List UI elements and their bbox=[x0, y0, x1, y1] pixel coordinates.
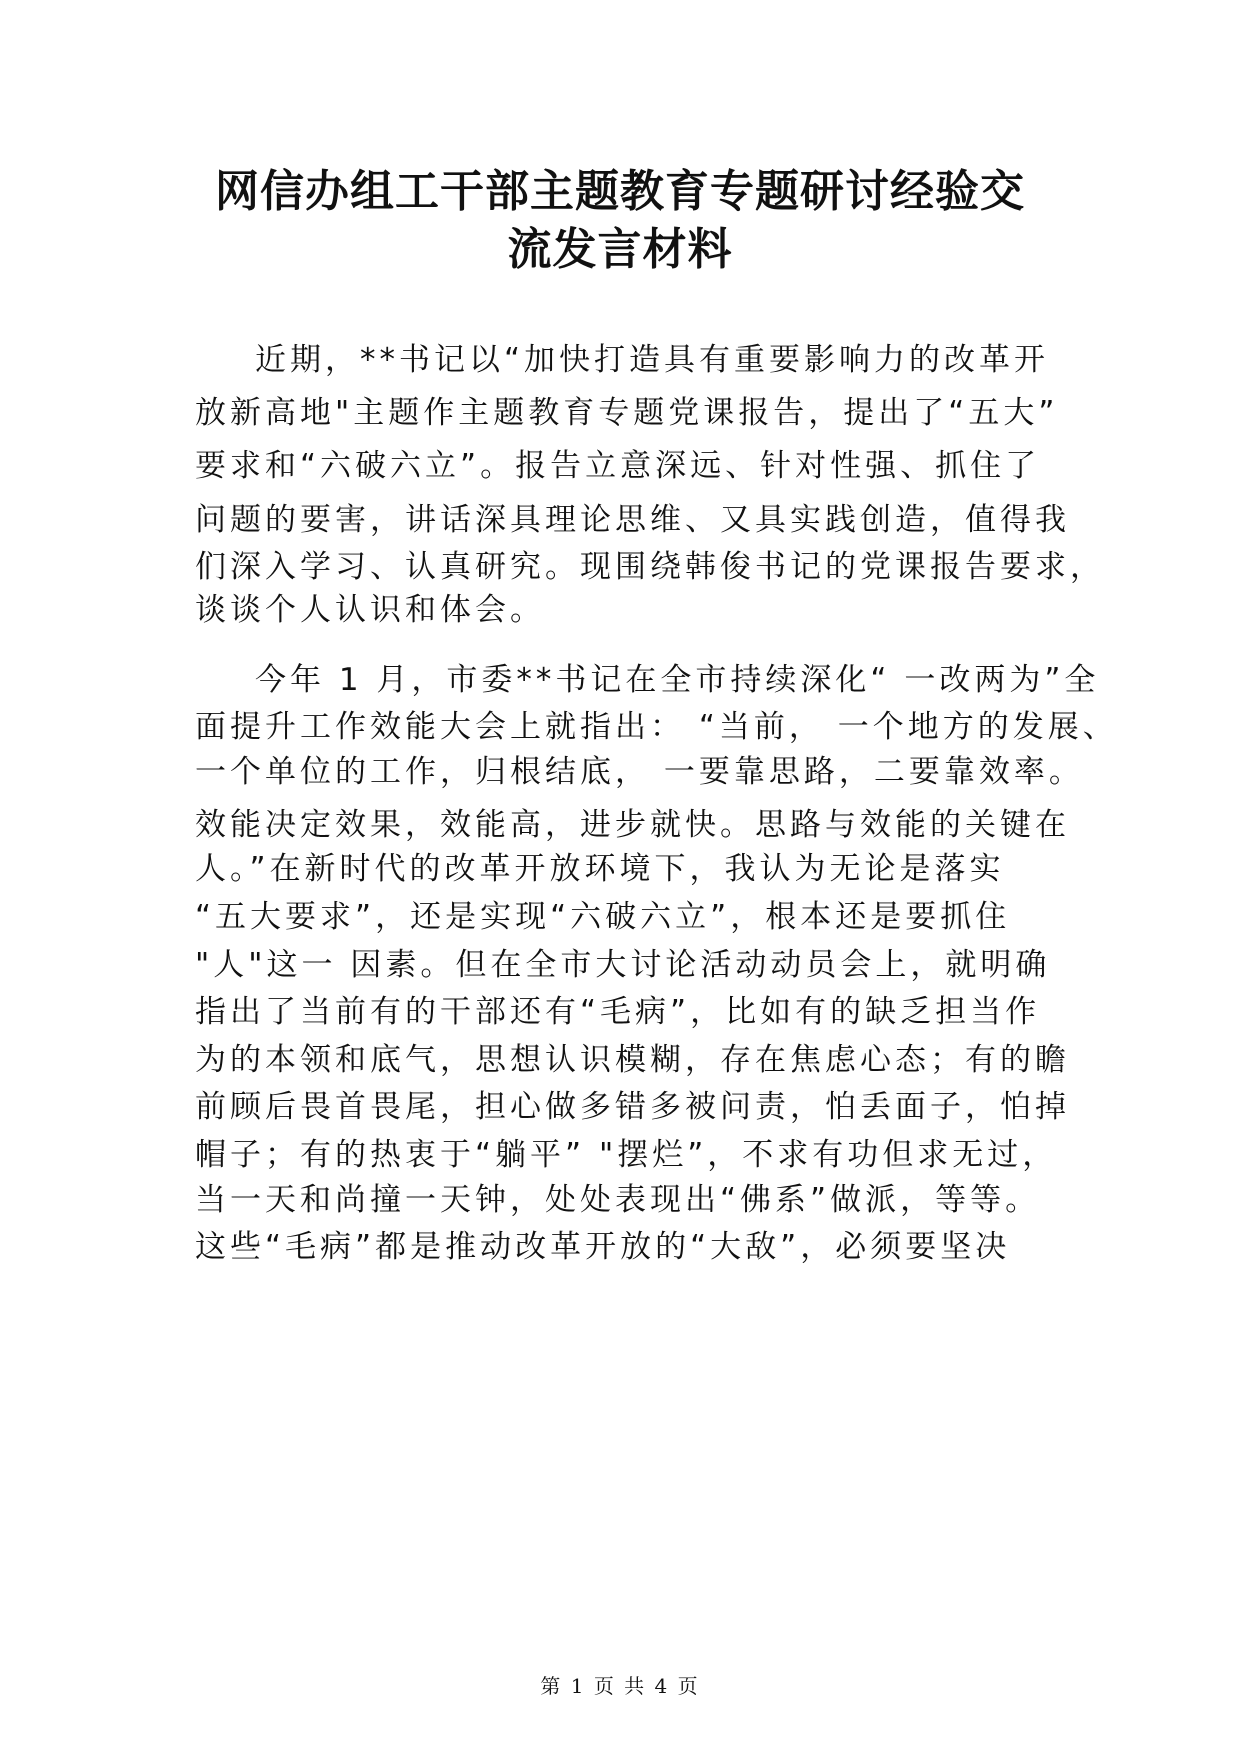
paragraph-2-line-6: “五大要求”，还是实现“六破六立”，根本还是要抓住 bbox=[195, 899, 1011, 935]
document-title bbox=[185, 163, 1055, 279]
paragraph-2-line-11: 帽子；有的热衷于“躺平” "摆烂”，不求有功但求无过， bbox=[195, 1137, 1058, 1173]
title-line-2: 流发言材料 bbox=[507, 224, 733, 275]
paragraph-1-line-2: 放新高地"主题作主题教育专题党课报告，提出了“五大” bbox=[195, 395, 1059, 431]
paragraph-1-line-1: 近期，**书记以“加快打造具有重要影响力的改革开 bbox=[255, 342, 1050, 378]
paragraph-1-line-6: 谈谈个人认识和体会。 bbox=[195, 592, 545, 628]
paragraph-2-line-9: 为的本领和底气，思想认识模糊，存在焦虑心态；有的瞻 bbox=[195, 1042, 1070, 1078]
paragraph-2-line-4: 效能决定效果，效能高，进步就快。思路与效能的关键在 bbox=[195, 807, 1070, 843]
paragraph-1-line-4: 问题的要害，讲话深具理论思维、又具实践创造，值得我 bbox=[195, 502, 1070, 538]
paragraph-2-line-3: 一个单位的工作，归根结底， 一要靠思路，二要靠效率。 bbox=[195, 754, 1084, 790]
paragraph-2-line-12: 当一天和尚撞一天钟，处处表现出“佛系”做派，等等。 bbox=[195, 1182, 1041, 1218]
paragraph-2-line-7: "人"这一 因素。但在全市大讨论活动动员会上，就明确 bbox=[195, 947, 1051, 983]
paragraph-2-line-2: 面提升工作效能大会上就指出： “当前， 一个地方的发展、 bbox=[195, 709, 1118, 745]
paragraph-2-line-1: 今年 1 月，市委**书记在全市持续深化“ 一改两为”全 bbox=[255, 662, 1100, 698]
paragraph-2-line-8: 指出了当前有的干部还有“毛病”，比如有的缺乏担当作 bbox=[195, 994, 1041, 1030]
paragraph-2-line-10: 前顾后畏首畏尾，担心做多错多被问责，怕丢面子，怕掉 bbox=[195, 1089, 1070, 1125]
page-number: 第 1 页 共 4 页 bbox=[540, 1674, 700, 1698]
paragraph-2-line-5: 人。”在新时代的改革开放环境下，我认为无论是落实 bbox=[195, 851, 1005, 887]
title-line-1: 网信办组工干部主题教育专题研讨经验交 bbox=[215, 166, 1025, 217]
paragraph-1-line-5: 们深入学习、认真研究。现围绕韩俊书记的党课报告要求， bbox=[195, 549, 1105, 585]
paragraph-2-line-13: 这些“毛病”都是推动改革开放的“大敌”，必须要坚决 bbox=[195, 1229, 1011, 1265]
paragraph-1-line-3: 要求和“六破六立”。报告立意深远、针对性强、抓住了 bbox=[195, 448, 1041, 484]
